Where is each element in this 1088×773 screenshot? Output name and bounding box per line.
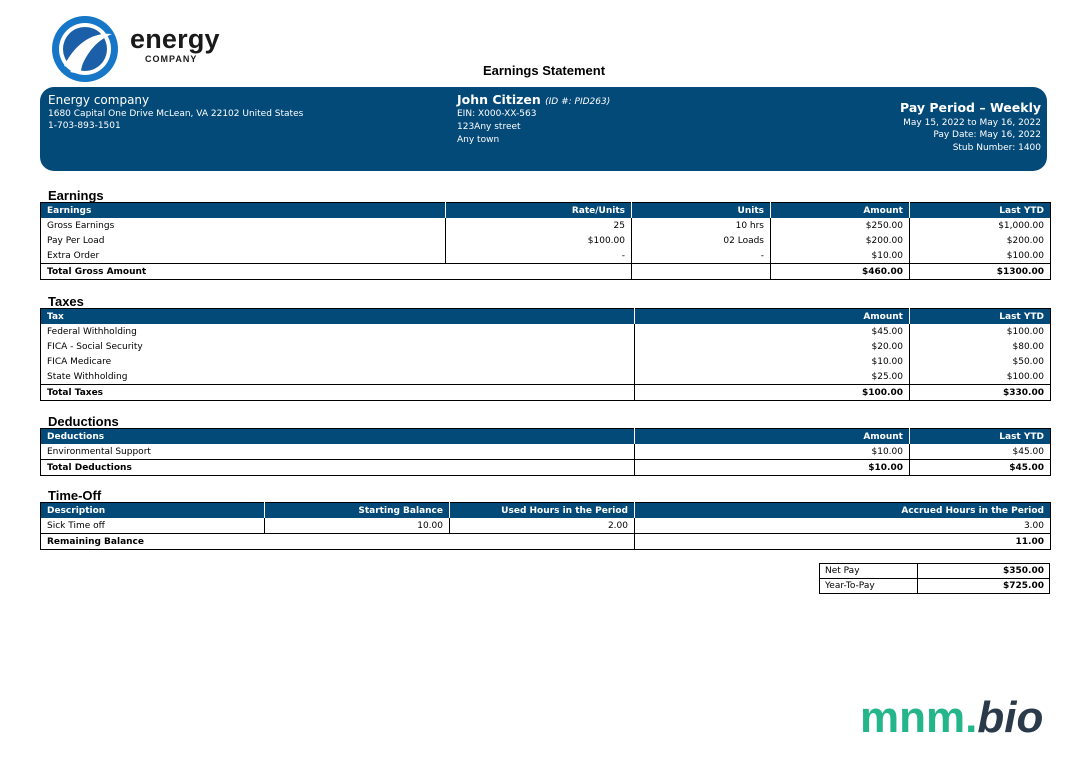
company-phone: 1-703-893-1501 bbox=[48, 121, 121, 131]
earnings-header-row bbox=[41, 203, 1051, 219]
total-gross-amount: $460.00 bbox=[771, 264, 910, 280]
timeoff-starting: 10.00 bbox=[265, 518, 450, 534]
col-used-hours: Used Hours in the Period bbox=[450, 503, 635, 519]
remaining-balance-value: 11.00 bbox=[635, 534, 1051, 550]
logo-subtitle: COMPANY bbox=[145, 54, 198, 64]
net-pay-table bbox=[819, 563, 1050, 594]
tax-ytd: $100.00 bbox=[910, 369, 1051, 385]
year-to-pay-row bbox=[820, 579, 1050, 594]
deduction-amount: $10.00 bbox=[635, 444, 910, 460]
col-amount: Amount bbox=[771, 203, 910, 219]
employee-name-line bbox=[457, 92, 610, 107]
table-row bbox=[41, 233, 1051, 248]
timeoff-description: Sick Time off bbox=[47, 520, 105, 531]
tax-amount: $45.00 bbox=[635, 324, 910, 339]
total-gross-ytd: $1300.00 bbox=[910, 264, 1051, 280]
timeoff-header-row bbox=[41, 503, 1051, 519]
earning-units: 02 Loads bbox=[632, 233, 771, 248]
year-to-pay-value: $725.00 bbox=[918, 579, 1050, 594]
pay-period-range: May 15, 2022 to May 16, 2022 bbox=[903, 118, 1041, 128]
employee-ein: EIN: X000-XX-563 bbox=[457, 109, 537, 119]
deductions-total-row bbox=[41, 460, 1051, 476]
taxes-total-row bbox=[41, 385, 1051, 401]
col-rate-units: Rate/Units bbox=[446, 203, 632, 219]
company-address: 1680 Capital One Drive McLean, VA 22102 United States bbox=[48, 109, 304, 119]
year-to-pay-label: Year-To-Pay bbox=[820, 579, 918, 594]
total-deductions-amount: $10.00 bbox=[635, 460, 910, 476]
earnings-section-title: Earnings bbox=[48, 188, 104, 203]
table-row bbox=[41, 354, 1051, 369]
watermark bbox=[860, 693, 1043, 743]
pay-period-title: Pay Period – Weekly bbox=[900, 100, 1041, 115]
earning-description: Gross Earnings bbox=[47, 220, 115, 231]
col-description: Description bbox=[41, 503, 265, 519]
tax-ytd: $50.00 bbox=[910, 354, 1051, 369]
earning-rate: - bbox=[446, 248, 632, 264]
deduction-ytd: $45.00 bbox=[910, 444, 1051, 460]
col-last-ytd: Last YTD bbox=[910, 309, 1051, 325]
deductions-header-row bbox=[41, 429, 1051, 445]
col-starting-balance: Starting Balance bbox=[265, 503, 450, 519]
tax-amount: $25.00 bbox=[635, 369, 910, 385]
col-last-ytd: Last YTD bbox=[910, 203, 1051, 219]
header-band bbox=[40, 87, 1047, 171]
col-last-ytd: Last YTD bbox=[910, 429, 1051, 445]
table-row bbox=[41, 518, 1051, 534]
taxes-header-row bbox=[41, 309, 1051, 325]
tax-description: State Withholding bbox=[47, 371, 128, 382]
total-taxes-label: Total Taxes bbox=[41, 385, 635, 401]
earning-rate: $100.00 bbox=[446, 233, 632, 248]
net-pay-label: Net Pay bbox=[820, 564, 918, 579]
company-name: Energy company bbox=[48, 93, 150, 107]
total-gross-units bbox=[632, 264, 771, 280]
deduction-description: Environmental Support bbox=[47, 446, 151, 457]
taxes-table bbox=[40, 308, 1051, 401]
earning-units: 10 hrs bbox=[632, 218, 771, 233]
stub-number: Stub Number: 1400 bbox=[952, 143, 1041, 153]
earning-description: Extra Order bbox=[47, 250, 100, 261]
table-row bbox=[41, 339, 1051, 354]
employee-name: John Citizen bbox=[457, 92, 541, 107]
deductions-table bbox=[40, 428, 1051, 476]
remaining-balance-label: Remaining Balance bbox=[41, 534, 635, 550]
table-row bbox=[41, 248, 1051, 264]
earning-units: - bbox=[632, 248, 771, 264]
timeoff-table bbox=[40, 502, 1051, 550]
col-tax: Tax bbox=[41, 309, 635, 325]
earning-amount: $200.00 bbox=[771, 233, 910, 248]
tax-ytd: $80.00 bbox=[910, 339, 1051, 354]
net-pay-value: $350.00 bbox=[918, 564, 1050, 579]
earning-ytd: $200.00 bbox=[910, 233, 1051, 248]
timeoff-used: 2.00 bbox=[450, 518, 635, 534]
table-row bbox=[41, 324, 1051, 339]
earning-amount: $10.00 bbox=[771, 248, 910, 264]
total-taxes-amount: $100.00 bbox=[635, 385, 910, 401]
employee-street: 123Any street bbox=[457, 122, 521, 132]
total-gross-label: Total Gross Amount bbox=[41, 264, 632, 280]
col-earnings: Earnings bbox=[41, 203, 446, 219]
watermark-part-a: mnm. bbox=[860, 693, 978, 742]
earning-ytd: $100.00 bbox=[910, 248, 1051, 264]
tax-description: FICA Medicare bbox=[47, 356, 112, 367]
net-pay-row bbox=[820, 564, 1050, 579]
table-row bbox=[41, 444, 1051, 460]
deductions-section-title: Deductions bbox=[48, 414, 119, 429]
taxes-section-title: Taxes bbox=[48, 294, 84, 309]
col-amount: Amount bbox=[635, 309, 910, 325]
tax-amount: $10.00 bbox=[635, 354, 910, 369]
col-units: Units bbox=[632, 203, 771, 219]
table-row bbox=[41, 218, 1051, 233]
col-deductions: Deductions bbox=[41, 429, 635, 445]
earning-amount: $250.00 bbox=[771, 218, 910, 233]
table-row bbox=[41, 369, 1051, 385]
earning-description: Pay Per Load bbox=[47, 235, 105, 246]
employee-id: (ID #: PID263) bbox=[545, 97, 611, 107]
col-accrued-hours: Accrued Hours in the Period bbox=[635, 503, 1051, 519]
earnings-table bbox=[40, 202, 1051, 280]
employee-town: Any town bbox=[457, 135, 500, 145]
total-taxes-ytd: $330.00 bbox=[910, 385, 1051, 401]
tax-ytd: $100.00 bbox=[910, 324, 1051, 339]
pay-date: Pay Date: May 16, 2022 bbox=[933, 130, 1041, 140]
logo-wordmark: energy bbox=[130, 24, 220, 54]
col-amount: Amount bbox=[635, 429, 910, 445]
total-deductions-ytd: $45.00 bbox=[910, 460, 1051, 476]
total-deductions-label: Total Deductions bbox=[41, 460, 635, 476]
timeoff-section-title: Time-Off bbox=[48, 488, 102, 503]
earning-ytd: $1,000.00 bbox=[910, 218, 1051, 233]
tax-amount: $20.00 bbox=[635, 339, 910, 354]
statement-title: Earnings Statement bbox=[482, 63, 606, 78]
timeoff-total-row bbox=[41, 534, 1051, 550]
earnings-total-row bbox=[41, 264, 1051, 280]
timeoff-accrued: 3.00 bbox=[635, 518, 1051, 534]
earning-rate: 25 bbox=[446, 218, 632, 233]
tax-description: FICA - Social Security bbox=[47, 341, 143, 352]
tax-description: Federal Withholding bbox=[47, 326, 137, 337]
watermark-part-b: bio bbox=[977, 693, 1044, 742]
